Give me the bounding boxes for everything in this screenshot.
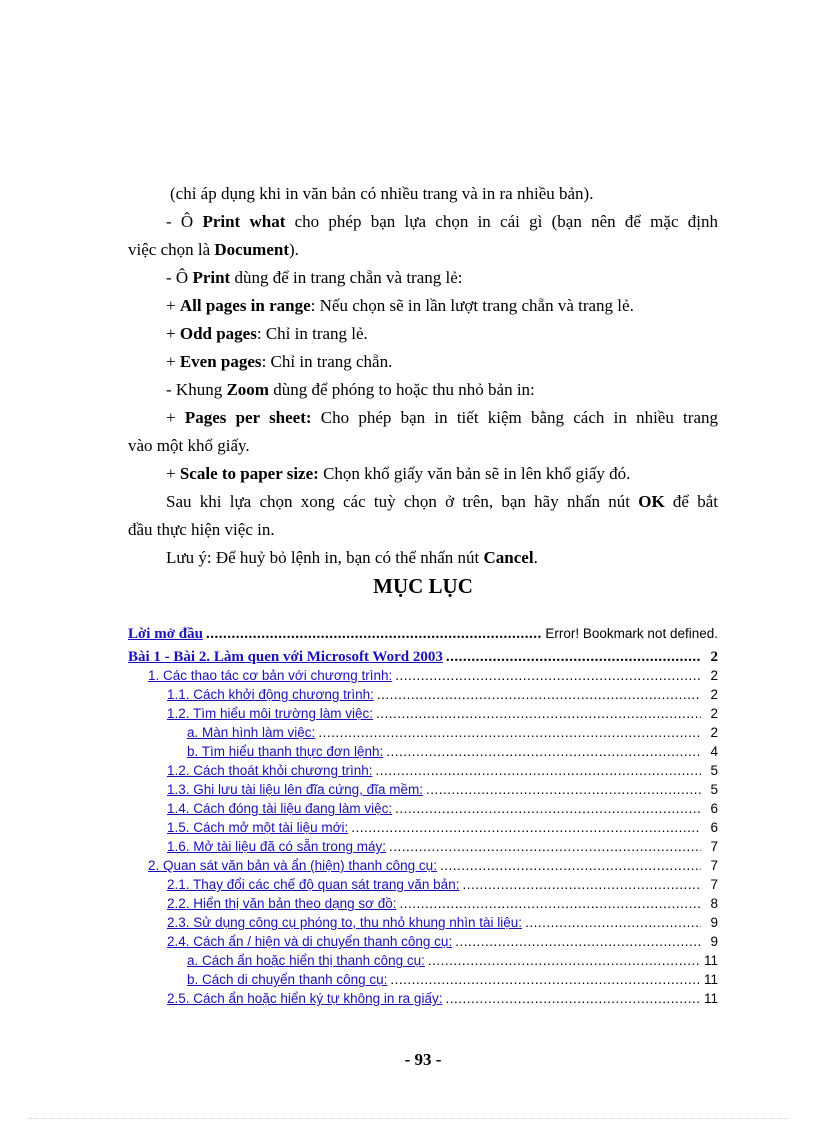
toc-entry[interactable]: [167, 819, 718, 837]
toc-link[interactable]: Lời mở đầu: [128, 626, 203, 642]
text-run: dùng để phóng to hoặc thu nhỏ bản in:: [268, 380, 535, 399]
toc-link[interactable]: a. Cách ẩn hoặc hiển thị thanh công cụ:: [187, 953, 425, 968]
page-bottom-rule: [28, 1118, 788, 1119]
toc-entry[interactable]: [167, 876, 718, 894]
toc-entry[interactable]: [187, 724, 718, 742]
toc-leader-dots: [376, 762, 701, 780]
toc-leader-dots: [440, 857, 701, 875]
toc-entry[interactable]: [187, 971, 718, 989]
body-line: [128, 519, 275, 541]
toc-link[interactable]: 1.2. Tìm hiểu môi trường làm việc:: [167, 706, 373, 721]
toc-leader-dots: [386, 743, 701, 761]
toc-entry[interactable]: [167, 705, 718, 723]
body-line: [166, 295, 634, 317]
toc-entry[interactable]: [167, 800, 718, 818]
bold-term: OK: [638, 492, 665, 511]
toc-link[interactable]: Bài 1 - Bài 2. Làm quen với Microsoft Word 2003: [128, 649, 443, 665]
toc-leader-dots: [389, 838, 701, 856]
toc-page-number: 2: [710, 687, 718, 702]
text-run: cho phép bạn lựa chọn in cái gì (bạn nên để mặc định: [285, 212, 718, 231]
text-run: - Ô: [166, 268, 193, 287]
bold-term: Document: [214, 240, 289, 259]
text-run: Cho phép bạn in tiết kiệm bằng cách in nhiều trang: [311, 408, 718, 427]
toc-page-number: 6: [710, 801, 718, 816]
toc-page-number: 7: [710, 858, 718, 873]
toc-leader-dots: [206, 625, 542, 643]
toc-link[interactable]: 1.1. Cách khởi động chương trình:: [167, 687, 374, 702]
body-line: [166, 211, 718, 233]
body-line: [166, 407, 718, 429]
toc-link[interactable]: 2. Quan sát văn bản và ẩn (hiện) thanh công cụ:: [148, 858, 437, 873]
toc-link[interactable]: 2.4. Cách ẩn / hiện và di chuyển thanh công cụ:: [167, 934, 453, 949]
toc-link[interactable]: 2.1. Thay đổi các chế độ quan sát trang văn bản:: [167, 877, 460, 892]
text-run: Lưu ý: Để huỷ bỏ lệnh in, bạn có thể nhấn nút: [166, 548, 484, 567]
toc-entry[interactable]: [167, 781, 718, 799]
toc-page-number: 2: [710, 706, 718, 721]
toc-link[interactable]: 1.4. Cách đóng tài liệu đang làm việc:: [167, 801, 393, 816]
text-run: để bắt: [664, 492, 718, 511]
toc-leader-dots: [455, 933, 701, 951]
toc-page-number: Error! Bookmark not defined.: [545, 626, 718, 641]
text-run: +: [166, 296, 180, 315]
toc-entry[interactable]: [167, 838, 718, 856]
bold-term: Cancel: [483, 548, 534, 567]
body-line: [166, 547, 538, 569]
toc-page-number: 9: [710, 915, 718, 930]
toc-entry[interactable]: [148, 667, 718, 685]
toc-page-number: 11: [703, 953, 718, 968]
toc-entry[interactable]: [167, 686, 718, 704]
text-run: việc chọn là: [128, 240, 215, 259]
toc-leader-dots: [400, 895, 701, 913]
text-run: - Khung: [166, 380, 227, 399]
toc-page-number: 7: [710, 877, 718, 892]
bold-term: Odd pages: [179, 324, 257, 343]
toc-link[interactable]: 2.2. Hiển thị văn bản theo dạng sơ đồ:: [167, 896, 397, 911]
toc-page-number: 9: [710, 934, 718, 949]
toc-page-number: 6: [710, 820, 718, 835]
toc-entry[interactable]: [128, 648, 718, 666]
toc-page-number: 11: [703, 991, 718, 1006]
toc-entry[interactable]: [167, 914, 718, 932]
toc-leader-dots: [462, 876, 701, 894]
toc-page-number: 11: [703, 972, 718, 987]
text-run: (chỉ áp dụng khi in văn bản có nhiều trang và in ra nhiều bản).: [170, 184, 594, 203]
text-run: .: [533, 548, 538, 567]
text-run: Sau khi lựa chọn xong các tuỳ chọn ở trên, bạn hãy nhấn nút: [166, 492, 639, 511]
text-run: : Chỉ in trang lẻ.: [256, 324, 368, 343]
toc-leader-dots: [395, 667, 701, 685]
body-line: [128, 435, 250, 457]
bold-term: All pages in range: [179, 296, 311, 315]
text-run: vào một khổ giấy.: [128, 436, 250, 455]
text-run: +: [166, 464, 180, 483]
toc-page-number: 8: [710, 896, 718, 911]
toc-link[interactable]: b. Tìm hiểu thanh thực đơn lệnh:: [187, 744, 384, 759]
toc-entry[interactable]: [167, 895, 718, 913]
bold-term: Pages per sheet:: [184, 408, 312, 427]
text-run: +: [166, 324, 180, 343]
text-run: đầu thực hiện việc in.: [128, 520, 275, 539]
body-line: [166, 323, 368, 345]
toc-link[interactable]: 1. Các thao tác cơ bản với chương trình:: [148, 668, 393, 683]
toc-leader-dots: [351, 819, 701, 837]
body-line: [128, 239, 299, 261]
body-line: [170, 183, 593, 205]
toc-link[interactable]: b. Cách di chuyển thanh công cụ:: [187, 972, 388, 987]
toc-link[interactable]: 1.2. Cách thoát khỏi chương trình:: [167, 763, 373, 778]
bold-term: Print: [192, 268, 231, 287]
toc-entry[interactable]: [167, 990, 718, 1008]
bold-term: Even pages: [179, 352, 262, 371]
toc-link[interactable]: 1.5. Cách mở một tài liệu mới:: [167, 820, 349, 835]
text-run: : Chỉ in trang chẵn.: [261, 352, 393, 371]
bold-term: Print what: [202, 212, 286, 231]
toc-page-number: 5: [710, 782, 718, 797]
toc-page-number: 2: [710, 649, 718, 665]
bold-term: Scale to paper size:: [179, 464, 319, 483]
toc-leader-dots: [525, 914, 701, 932]
toc-title: MỤC LỤC: [373, 574, 473, 598]
toc-leader-dots: [428, 952, 701, 970]
text-run: Chọn khổ giấy văn bản sẽ in lên khổ giấy đó.: [318, 464, 631, 483]
body-line: [166, 491, 718, 513]
toc-link[interactable]: 2.3. Sử dụng công cụ phóng to, thu nhỏ khung nhìn tài liệu:: [167, 915, 523, 930]
body-line: [166, 379, 535, 401]
body-line: [166, 267, 463, 289]
toc-page-number: 4: [710, 744, 718, 759]
body-line: [166, 463, 630, 485]
toc-entry[interactable]: [187, 952, 718, 970]
toc-link[interactable]: 1.3. Ghi lưu tài liệu lên đĩa cứng, đĩa mềm:: [167, 782, 423, 797]
toc-entry[interactable]: [148, 857, 718, 875]
toc-link[interactable]: 2.5. Cách ẩn hoặc hiển ký tự không in ra giấy:: [167, 991, 443, 1006]
text-run: : Nếu chọn sẽ in lần lượt trang chẵn và trang lẻ.: [310, 296, 634, 315]
toc-entry[interactable]: [128, 625, 718, 643]
toc-entry[interactable]: [167, 933, 718, 951]
toc-leader-dots: [377, 686, 701, 704]
toc-page-number: 5: [710, 763, 718, 778]
toc-leader-dots: [445, 990, 701, 1008]
text-run: +: [166, 352, 180, 371]
text-run: ).: [289, 240, 299, 259]
toc-leader-dots: [390, 971, 701, 989]
body-line: [166, 351, 392, 373]
toc-leader-dots: [426, 781, 701, 799]
text-run: - Ô: [166, 212, 203, 231]
toc-entry[interactable]: [187, 743, 718, 761]
toc-link[interactable]: 1.6. Mở tài liệu đã có sẵn trong máy:: [167, 839, 386, 854]
toc-entry[interactable]: [167, 762, 718, 780]
toc-link[interactable]: a. Màn hình làm việc:: [187, 725, 316, 740]
bold-term: Zoom: [226, 380, 269, 399]
toc-leader-dots: [395, 800, 701, 818]
toc-leader-dots: [446, 648, 701, 666]
toc-leader-dots: [376, 705, 701, 723]
page-number: - 93 -: [404, 1050, 442, 1069]
toc-page-number: 2: [710, 668, 718, 683]
toc-page-number: 2: [710, 725, 718, 740]
text-run: dùng để in trang chẵn và trang lẻ:: [230, 268, 463, 287]
text-run: +: [166, 408, 185, 427]
toc-page-number: 7: [710, 839, 718, 854]
toc-leader-dots: [318, 724, 701, 742]
